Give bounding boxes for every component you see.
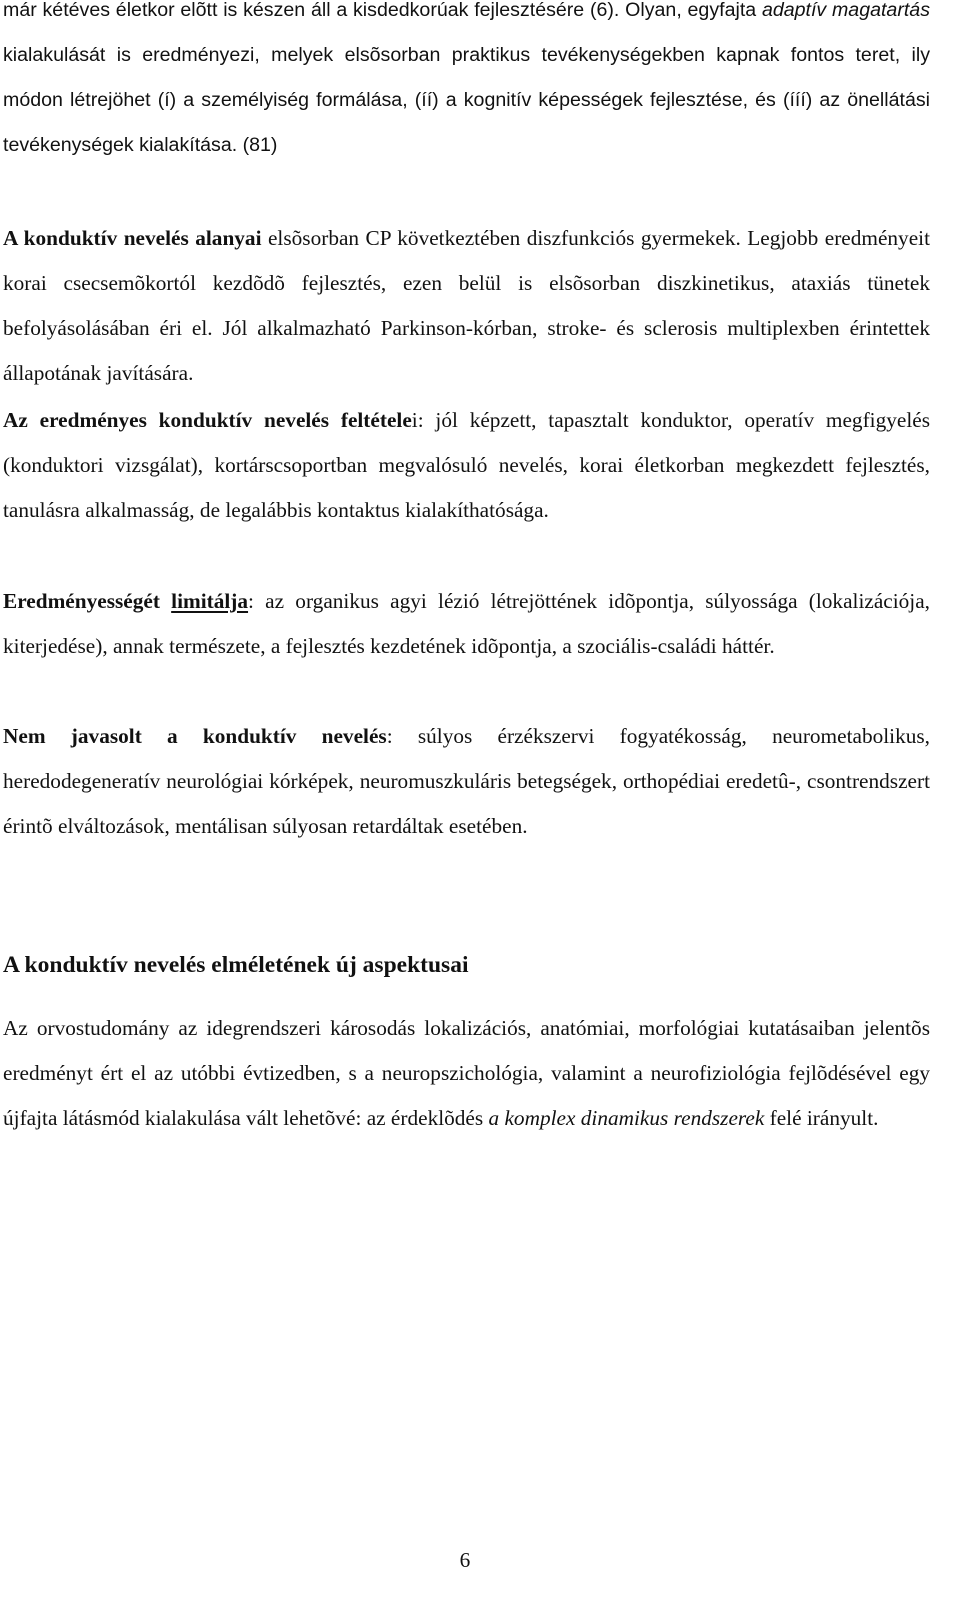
paragraph-subjects [3, 216, 930, 396]
paragraph-6-text-b: felé irányult. [764, 1106, 879, 1130]
paragraph-1-text-a: már kétéves életkor elõtt is készen áll a kisdedkorúak fejlesztésére (6). Olyan, egyfajta [3, 0, 762, 21]
section-heading: A konduktív nevelés elméletének új aspektusai [3, 952, 469, 978]
paragraph-1-italic-term: adaptív magatartás [761, 0, 930, 21]
page-number: 6 [459, 1548, 471, 1572]
paragraph-6-text-a: Az orvostudomány az idegrendszeri károsodás lokalizációs, anatómiai, morfológiai kutatásaiban jelentõs eredményt ért el az utóbbi évtizedben, s a neuropszichológia, valamint a neurofiziológia fejlõdésével egy újfajta látásmód kialakulása vált lehetõvé: az érdeklõdés [3, 1016, 930, 1130]
paragraph-2-text: elsõsorban CP következtében diszfunkciós gyermekek. Legjobb eredményeit korai csecsemõkortól kezdõdõ fejlesztés, ezen belül is elsõsorban diszkinetikus, ataxiás tünetek befolyásolásában éri el. Jól alkalmazható Parkinson-kórban, stroke- és sclerosis multiplexben érintettek állapotának javítására. [3, 226, 930, 385]
paragraph-1-text-b: kialakulását is eredményezi, melyek elsõsorban praktikus tevékenységekben kapnak fontos teret, ily módon létrejöhet (í) a személyiség formálása, (íí) a kognitív képességek fejlesztése, és (ííí) az önellátási tevékenységek kialakítása. (81) [3, 44, 930, 156]
paragraph-2-bold-lead: A konduktív nevelés alanyai [3, 226, 262, 250]
paragraph-4-text: : az organikus agyi lézió létrejöttének idõpontja, súlyossága (lokalizációja, kiterjedése), annak természete, a fejlesztés kezdetének idõpontja, a szociális-családi háttér. [3, 589, 930, 658]
paragraph-3-text: : jól képzett, tapasztalt konduktor, operatív megfigyelés (konduktori vizsgálat), kortárscsoportban megvalósuló nevelés, korai életkorban megkezdett fejlesztés, tanulásra alkalmasság, de legalábbis kontaktus kialakíthatósága. [3, 408, 930, 522]
paragraph-contraindications [3, 714, 930, 849]
paragraph-5-text: : súlyos érzékszervi fogyatékosság, neurometabolikus, heredodegeneratív neurológiai kórképek, neuromuszkuláris betegségek, orthopédiai eredetû-, csontrendszert érintõ elváltozások, mentálisan súlyosan retardáltak esetében. [3, 724, 930, 838]
paragraph-new-aspects [3, 1006, 930, 1141]
paragraph-conditions [3, 398, 930, 533]
paragraph-4-bold-lead: Eredményességét [3, 589, 172, 613]
paragraph-adaptive-behavior [3, 0, 930, 168]
paragraph-3-bold-tail: i [411, 408, 418, 432]
paragraph-5-bold-lead: Nem javasolt a konduktív nevelés [3, 724, 387, 748]
paragraph-6-italic-term: a komplex dinamikus rendszerek [488, 1106, 765, 1130]
paragraph-3-bold-lead: Az eredményes konduktív nevelés feltétele [3, 408, 412, 432]
paragraph-limits [3, 579, 930, 669]
paragraph-4-bold-underlined: limitálja [171, 589, 249, 613]
